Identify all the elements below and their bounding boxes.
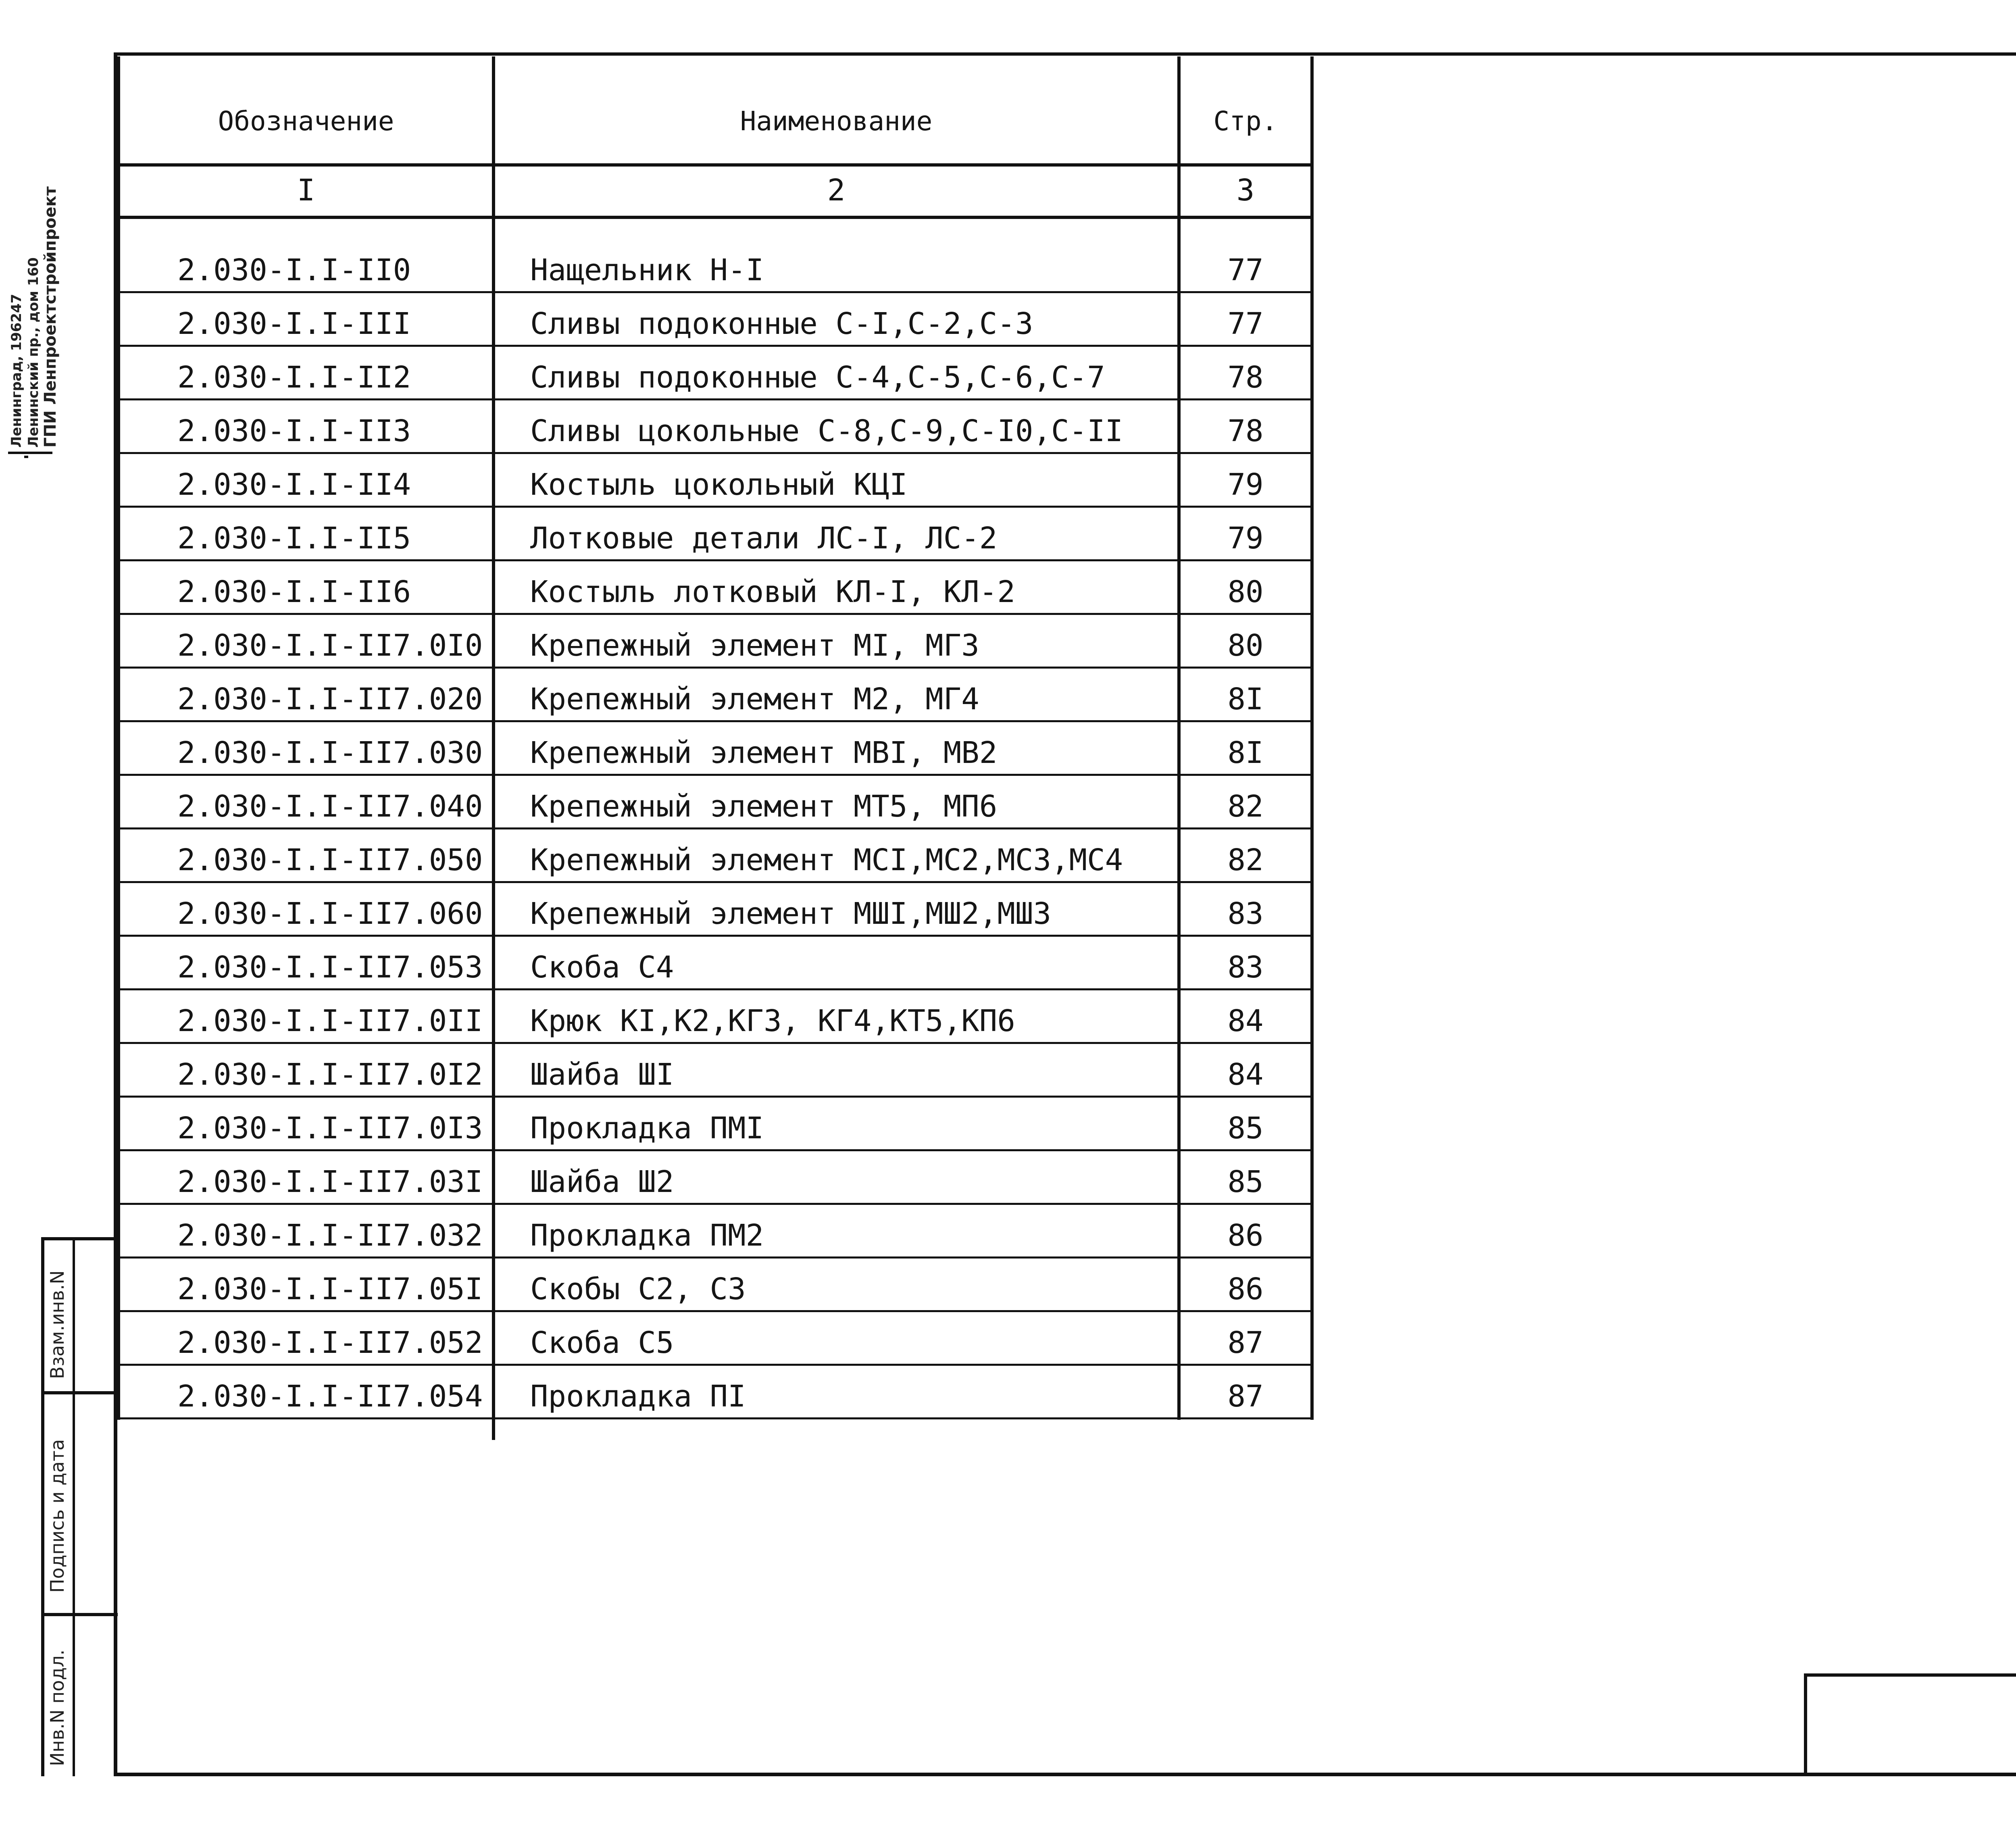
row-designation: 2.030-I.I-II3 [177, 414, 411, 448]
row-name: Шайба Ш2 [530, 1165, 674, 1199]
row-page: 77 [1227, 306, 1264, 341]
row-page: 78 [1227, 360, 1264, 395]
table-row-line [117, 1042, 1310, 1044]
row-designation: 2.030-I.I-II7.0I3 [177, 1111, 483, 1146]
side-label-sign-date: Подпись и дата [46, 1439, 68, 1593]
row-designation: 2.030-I.I-II7.030 [177, 736, 483, 770]
row-designation: 2.030-I.I-II7.053 [177, 950, 483, 985]
row-name: Крюк КI,К2,КГ3, КГ4,КТ5,КП6 [530, 1004, 1015, 1038]
table-header-line [117, 163, 1310, 167]
row-name: Прокладка ПМ2 [530, 1218, 764, 1253]
column-number: 3 [1236, 173, 1255, 208]
table-row-line [117, 720, 1310, 722]
table-row-line [117, 827, 1310, 829]
table-column-line [1177, 56, 1181, 1420]
row-page: 87 [1227, 1325, 1264, 1360]
table-row-line [117, 667, 1310, 669]
row-name: Скоба С5 [530, 1325, 674, 1360]
table-row-line [117, 1364, 1310, 1366]
row-name: Прокладка ПI [530, 1379, 746, 1414]
row-page: 84 [1227, 1057, 1264, 1092]
row-designation: 2.030-I.I-II2 [177, 360, 411, 395]
row-name: Сливы подоконные С-I,С-2,С-3 [530, 306, 1033, 341]
table-row-line [117, 1256, 1310, 1259]
row-name: Крепежный элемент М2, МГ4 [530, 682, 979, 717]
row-designation: 2.030-I.I-II0 [177, 253, 411, 288]
column-number: 2 [827, 173, 846, 208]
row-designation: 2.030-I.I-II5 [177, 521, 411, 556]
header-name: Наименование [740, 106, 933, 137]
row-page: 83 [1227, 950, 1264, 985]
row-designation: 2.030-I.I-II7.052 [177, 1325, 483, 1360]
side-label-vzam-inv: Взам.инв.N [46, 1270, 68, 1379]
row-page: 84 [1227, 1004, 1264, 1038]
header-designation: Обозначение [218, 106, 394, 137]
table-column-line [492, 56, 495, 1440]
row-name: Крепежный элемент МШI,МШ2,МШ3 [530, 896, 1052, 931]
table-row-line [117, 345, 1310, 347]
table-row-line [117, 1310, 1310, 1312]
row-page: 80 [1227, 575, 1264, 609]
column-number: I [297, 173, 315, 208]
stamp-line-city: Ленинград, 196247 [8, 294, 25, 448]
row-designation: 2.030-I.I-II7.040 [177, 789, 483, 824]
frame-bottom [114, 1773, 2016, 1776]
row-page: 78 [1227, 414, 1264, 448]
row-designation: 2.030-I.I-II7.0I0 [177, 628, 483, 663]
row-page: 86 [1227, 1218, 1264, 1253]
frame-top [114, 52, 2016, 56]
row-name: Прокладка ПМI [530, 1111, 764, 1146]
row-page: 8I [1227, 682, 1264, 717]
header-page: Стр. [1213, 106, 1278, 137]
table-row-line [117, 452, 1310, 454]
row-page: 82 [1227, 789, 1264, 824]
row-name: Крепежный элемент МI, МГ3 [530, 628, 979, 663]
row-page: 77 [1227, 253, 1264, 288]
table-row-line [117, 1203, 1310, 1205]
table-row-line [117, 1096, 1310, 1098]
table-row-line [117, 291, 1310, 293]
row-name: Лотковые детали ЛС-I, ЛС-2 [530, 521, 998, 556]
row-designation: 2.030-I.I-II4 [177, 467, 411, 502]
stamp-line-address: Ленинский пр., дом 160 [25, 257, 42, 448]
row-designation: 2.030-I.I-II6 [177, 575, 411, 609]
row-name: Костыль цокольный КЦI [530, 467, 908, 502]
row-name: Крепежный элемент МСI,МС2,МС3,МС4 [530, 843, 1123, 877]
row-designation: 2.030-I.I-II7.020 [177, 682, 483, 717]
row-page: 8I [1227, 736, 1264, 770]
row-designation: 2.030-I.I-II7.03I [177, 1165, 483, 1199]
table-row-line [117, 506, 1310, 508]
table-row-line [117, 881, 1310, 883]
row-page: 87 [1227, 1379, 1264, 1414]
row-name: Сливы подоконные С-4,С-5,С-6,С-7 [530, 360, 1105, 395]
row-name: Шайба ШI [530, 1057, 674, 1092]
row-designation: 2.030-I.I-II7.050 [177, 843, 483, 877]
table-column-line [117, 56, 120, 1420]
row-page: 83 [1227, 896, 1264, 931]
row-name: Скоба С4 [530, 950, 674, 985]
row-page: 82 [1227, 843, 1264, 877]
table-row-line [117, 774, 1310, 776]
table-row-line [117, 935, 1310, 937]
table-column-line [1310, 56, 1314, 1420]
table-row-line [117, 559, 1310, 561]
row-designation: 2.030-I.I-II7.054 [177, 1379, 483, 1414]
row-designation: 2.030-I.I-II7.05I [177, 1272, 483, 1306]
row-page: 79 [1227, 521, 1264, 556]
row-page: 80 [1227, 628, 1264, 663]
table-row-line [117, 988, 1310, 990]
row-name: Крепежный элемент МВI, МВ2 [530, 736, 998, 770]
row-page: 79 [1227, 467, 1264, 502]
table-row-line [117, 1417, 1310, 1419]
row-designation: 2.030-I.I-II7.032 [177, 1218, 483, 1253]
table-header-line [117, 216, 1310, 219]
row-name: Скобы С2, С3 [530, 1272, 746, 1306]
row-name: Сливы цокольные С-8,С-9,С-I0,С-II [530, 414, 1123, 448]
row-page: 85 [1227, 1165, 1264, 1199]
row-designation: 2.030-I.I-III [177, 306, 411, 341]
row-designation: 2.030-I.I-II7.0II [177, 1004, 483, 1038]
table-row-line [117, 398, 1310, 400]
row-name: Крепежный элемент МТ5, МП6 [530, 789, 998, 824]
table-row-line [117, 1149, 1310, 1151]
row-page: 86 [1227, 1272, 1264, 1306]
row-name: Костыль лотковый КЛ-I, КЛ-2 [530, 575, 1015, 609]
row-page: 85 [1227, 1111, 1264, 1146]
side-label-inv-orig: Инв.N подл. [46, 1649, 68, 1766]
stamp-line-org: ГПИ Ленпроектстройпроект [41, 186, 60, 448]
table-row-line [117, 613, 1310, 615]
row-name: Нащельник Н-I [530, 253, 764, 288]
row-designation: 2.030-I.I-II7.060 [177, 896, 483, 931]
row-designation: 2.030-I.I-II7.0I2 [177, 1057, 483, 1092]
